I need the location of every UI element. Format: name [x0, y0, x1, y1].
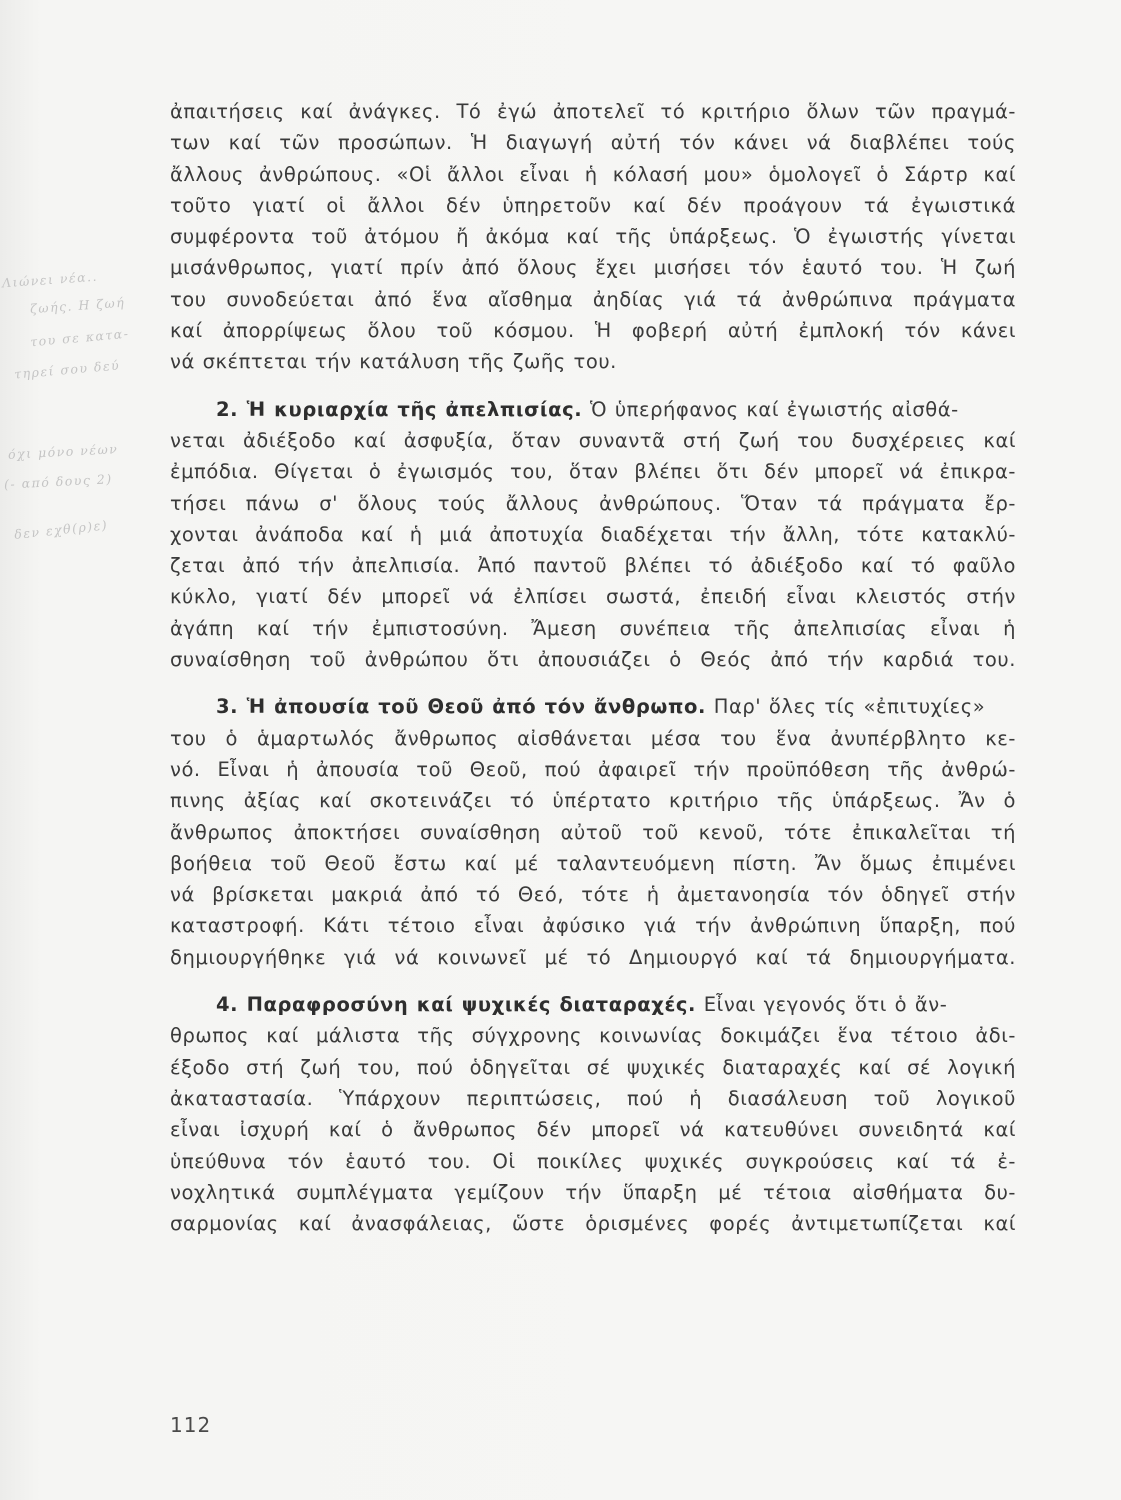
text-line: τήσει πάνω σ' ὅλους τούς ἄλλους ἀνθρώπους. Ὅταν τά πράγματα ἔρ-	[170, 491, 1016, 515]
text-line: θρωπος καί μάλιστα τῆς σύγχρονης κοινωνίας δοκιμάζει ἕνα τέτοιο ἀδι-	[170, 1024, 1016, 1048]
text-line: έξοδο στή ζωή του, πού ὁδηγεῖται σέ ψυχικές διαταραχές καί σέ λογική	[170, 1055, 1016, 1079]
margin-note: δεν εχθ(ρ)ε)	[13, 517, 109, 542]
text-line: καταστροφή. Κάτι τέτοιο εἶναι ἀφύσικο γιά τήν ἀνθρώπινη ὕπαρξη, πού	[170, 914, 1016, 938]
text-line: βοήθεια τοῦ Θεοῦ ἔστω καί μέ ταλαντευόμενη πίστη. Ἄν ὅμως ἐπιμένει	[170, 851, 1016, 875]
text-line: του ὁ ἁμαρτωλός ἄνθρωπος αἰσθάνεται μέσα του ἕνα ἀνυπέρβλητο κε-	[170, 726, 1016, 750]
text-line: ὑπεύθυνα τόν ἑαυτό του. Οἱ ποικίλες ψυχικές συγκρούσεις καί τά ἐ-	[170, 1149, 1016, 1173]
text-line: τοῦτο γιατί οἱ ἄλλοι δέν ὑπηρετοῦν καί δέν προάγουν τά ἐγωιστικά	[170, 193, 1016, 217]
text-line	[170, 394, 1016, 425]
text-line: νεται ἀδιέξοδο καί ἀσφυξία, ὅταν συναντᾶ στή ζωή του δυσχέρειες καί	[170, 428, 1016, 452]
text-line: συναίσθηση τοῦ ἀνθρώπου ὅτι ἀπουσιάζει ὁ Θεός ἀπό τήν καρδιά του.	[170, 648, 1016, 672]
section-heading: 3. Ἡ ἀπουσία τοῦ Θεοῦ ἀπό τόν ἄνθρωπο.	[216, 695, 706, 719]
text-line: συμφέροντα τοῦ ἀτόμου ἤ ἀκόμα καί τῆς ὑπάρξεως. Ὁ ἐγωιστής γίνεται	[170, 225, 1016, 249]
text-line: ζεται ἀπό τήν ἀπελπισία. Ἀπό παντοῦ βλέπει τό ἀδιέξοδο καί τό φαῦλο	[170, 554, 1016, 578]
margin-note: του σε κατα-	[29, 325, 130, 350]
text-line: ἀγάπη καί τήν ἐμπιστοσύνη. Ἄμεση συνέπεια τῆς ἀπελπισίας εἶναι ἡ	[170, 616, 1016, 640]
text-line: των καί τῶν προσώπων. Ἡ διαγωγή αὐτή τόν κάνει νά διαβλέπει τούς	[170, 131, 1016, 155]
paragraph	[170, 394, 1016, 676]
margin-note: ζωής. Η ζωή	[29, 294, 126, 317]
margin-note: (- από δους 2)	[3, 471, 114, 492]
margin-note: όχι μόνο νέων	[7, 441, 119, 462]
text-line: νά σκέπτεται τήν κατάλυση τῆς ζωῆς του.	[170, 350, 617, 374]
text-line: εἶναι ἰσχυρή καί ὁ ἄνθρωπος δέν μπορεῖ νά κατευθύνει συνειδητά καί	[170, 1118, 1016, 1142]
text-line: καί ἀπορρίψεως ὅλου τοῦ κόσμου. Ἡ φοβερή αὐτή ἐμπλοκή τόν κάνει	[170, 319, 1016, 343]
text-line: ἐμπόδια. Θίγεται ὁ ἐγωισμός του, ὅταν βλέπει ὅτι δέν μπορεῖ νά ἐπικρα-	[170, 460, 1016, 484]
text-run: Ὁ ὑπερήφανος καί ἐγωιστής αἰσθά-	[582, 397, 959, 421]
text-line: του συνοδεύεται ἀπό ἕνα αἴσθημα ἀηδίας γιά τά ἀνθρώπινα πράγματα	[170, 287, 1016, 311]
text-line: ἀκαταστασία. Ὑπάρχουν περιπτώσεις, πού ἡ διασάλευση τοῦ λογικοῦ	[170, 1086, 1016, 1110]
text-line	[170, 691, 1016, 722]
text-run: Παρ' ὅλες τίς «ἐπιτυχίες»	[705, 695, 986, 719]
body-text	[170, 96, 1016, 1239]
text-line: νά βρίσκεται μακριά ἀπό τό Θεό, τότε ἡ ἀμετανοησία τόν ὁδηγεῖ στήν	[170, 883, 1016, 907]
paragraph	[170, 96, 1016, 378]
margin-note: Λιώνει νέα..	[1, 268, 99, 291]
text-line: δημιουργήθηκε γιά νά κοινωνεῖ μέ τό Δημιουργό καί τά δημιουργήματα.	[170, 945, 1016, 969]
text-line: ἄνθρωπος ἀποκτήσει συναίσθηση αὐτοῦ τοῦ κενοῦ, τότε ἐπικαλεῖται τή	[170, 820, 1016, 844]
text-line: ἄλλους ἀνθρώπους. «Οἱ ἄλλοι εἶναι ἡ κόλασή μου» ὁμολογεῖ ὁ Σάρτρ καί	[170, 162, 1016, 186]
text-line: μισάνθρωπος, γιατί πρίν ἀπό ὅλους ἔχει μισήσει τόν ἑαυτό του. Ἡ ζωή	[170, 256, 1016, 280]
text-line: πινης ἀξίας καί σκοτεινάζει τό ὑπέρτατο κριτήριο τῆς ὑπάρξεως. Ἄν ὁ	[170, 789, 1016, 813]
text-line: ἀπαιτήσεις καί ἀνάγκες. Τό ἐγώ ἀποτελεῖ τό κριτήριο ὅλων τῶν πραγμά-	[170, 100, 1016, 123]
text-line: νοχλητικά συμπλέγματα γεμίζουν τήν ὕπαρξη μέ τέτοια αἰσθήματα δυ-	[170, 1180, 1016, 1204]
section-heading: 4. Παραφροσύνη καί ψυχικές διαταραχές.	[216, 993, 697, 1017]
text-line: νό. Εἶναι ἡ ἀπουσία τοῦ Θεοῦ, πού ἀφαιρεῖ τήν προϋπόθεση τῆς ἀνθρώ-	[170, 757, 1016, 781]
text-line: χονται ἀνάποδα καί ἡ μιά ἀποτυχία διαδέχεται τήν ἄλλη, τότε κατακλύ-	[170, 522, 1016, 546]
text-line	[170, 989, 1016, 1020]
text-line: κύκλο, γιατί δέν μπορεῖ νά ἐλπίσει σωστά, ἐπειδή εἶναι κλειστός στήν	[170, 585, 1016, 609]
page-number: 112	[170, 1413, 212, 1437]
margin-note: τηρεί σου δεύ	[13, 357, 121, 382]
paragraph	[170, 691, 1016, 973]
text-run: Εἶναι γεγονός ὅτι ὁ ἄν-	[696, 993, 948, 1017]
text-line: σαρμονίας καί ἀνασφάλειας, ὥστε ὁρισμένες φορές ἀντιμετωπίζεται καί	[170, 1212, 1016, 1236]
section-heading: 2. Ἡ κυριαρχία τῆς ἀπελπισίας.	[216, 397, 583, 421]
paragraph	[170, 989, 1016, 1239]
